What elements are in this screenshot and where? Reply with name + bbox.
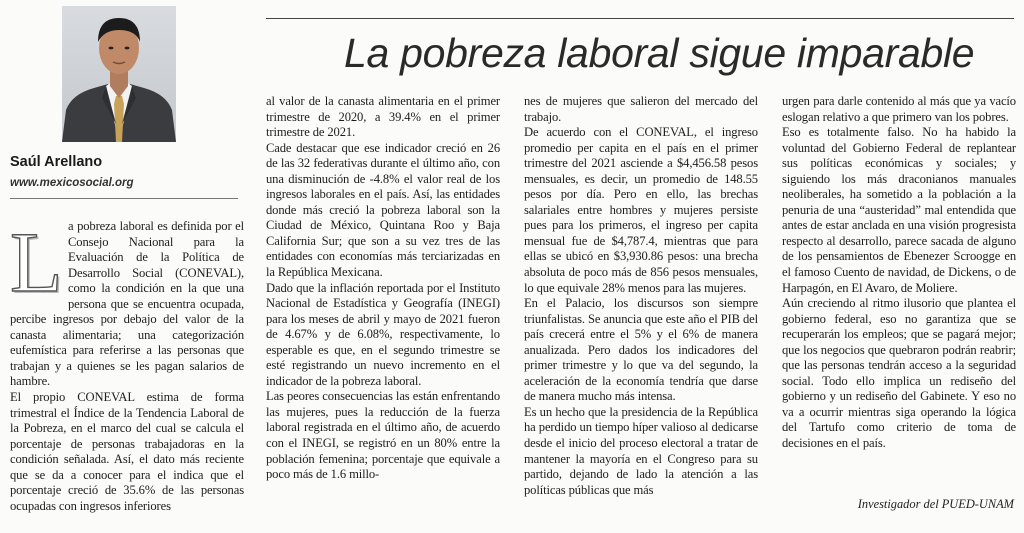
article-paragraph: Aún creciendo al ritmo ilusorio que plantea el gobierno federal, eso no garantiza que se recuperarán los empleos; que se pagará mejor; que los negocios que quebraron podrán reabrir; que las personas tendrán acceso a la seguridad social. Todo ello implica un rediseño del gobierno y un rediseño del Gabinete. Y eso no va a ocurrir mientras siga operando la lógica del Tartufo como criterio de toma de decisiones en el país.	[782, 296, 1016, 451]
article-paragraph: al valor de la canasta alimentaria en el primer trimestre de 2020, a 39.4% en el primer trimestre de 2021.	[266, 94, 500, 140]
article-paragraph: De acuerdo con el CONEVAL, el ingreso promedio per capita en el país en el primer trimestre del 2021 asciende a $4,456.58 pesos mensuales, es decir, un promedio de 148.55 pesos por día. Pero en ello, las brechas salariales entre hombres y mujeres persiste pues para los primeros, el ingreso per capita mensual fue de $4,787.4, mientras que para ellas se ubicó en $3,930.86 pesos: una brecha absoluta de poco más de 856 pesos mensuales, lo que equivale 28% menos para las mujeres.	[524, 125, 758, 295]
article-column-3	[524, 94, 758, 498]
article-paragraph: Cade destacar que ese indicador creció en 26 de las 32 federativas durante el último año, con una disminución de -4.8% el valor real de los ingresos laborales en el país. Así, las entidades donde más creció la pobreza laboral son la Ciudad de México, Quintana Roo y Baja California Sur; que son a su vez tres de las entidades con economías más terciarizadas en la República Mexicana.	[266, 140, 500, 280]
article-paragraph: En el Palacio, los discursos son siempre triunfalistas. Se anuncia que este año el PIB del país crecerá entre el 5% y el 6% de manera anualizada. Pero dados los indicadores del primer trimestre y lo que va del segundo, la aceleración de la economía tendría que darse de manera mucho más intensa.	[524, 296, 758, 404]
article-paragraph: Las peores consecuencias las están enfrentando las mujeres, pues la reducción de la fuerza laboral registrada en el último año, de acuerdo con el INEGI, se registró en un 80% entre la población femenina; porcentaje que equivale a poco más de 1.6 millo-	[266, 389, 500, 482]
author-portrait-icon	[62, 6, 176, 142]
author-signature: Investigador del PUED-UNAM	[857, 497, 1014, 511]
article-column-1	[10, 214, 244, 514]
author-divider	[10, 198, 238, 199]
article-column-4	[782, 94, 1016, 452]
article-paragraph: urgen para darle contenido al más que ya vacío eslogan relativo a que primero van los pobres.	[782, 94, 1016, 124]
article-paragraph: Dado que la inflación reportada por el Instituto Nacional de Estadística y Geografía (INEGI) para los meses de abril y mayo de 2021 fueron de 4.67% y de 6.08%, respectivamente, lo esperable es que, en el segundo trimestre se esté registrando un nuevo incremento en el indicador de la pobreza laboral.	[266, 280, 500, 388]
article-paragraph: La pobreza laboral es definida por el Consejo Nacional para la Evaluación de la Política de Desarrollo Social (CONEVAL), como la condición en la que una persona que se encuentra ocupada, percibe ingresos por debajo del valor de la canasta alimentaria; una categorización eufemística para referirse a las personas que trabajan y a quienes se les pagan salarios de hambre.	[10, 214, 244, 389]
header-rule	[266, 18, 1014, 19]
author-name: Saúl Arellano	[10, 154, 103, 170]
author-website-link[interactable]: www.mexicosocial.org	[10, 177, 134, 189]
article-paragraph: El propio CONEVAL estima de forma trimestral el Índice de la Tendencia Laboral de la Pobreza, en el marco del cual se calcula el porcentaje de personas trabajadoras en la condición señalada. Así, el dato más reciente que se da a conocer para el indica que el porcentaje creció de 35.6% de las personas ocupadas con ingresos inferiores	[10, 390, 244, 513]
article-paragraph: nes de mujeres que salieron del mercado del trabajo.	[524, 94, 758, 124]
drop-cap: L	[10, 214, 63, 310]
article-column-2	[266, 94, 500, 483]
author-photo	[62, 6, 176, 142]
headline: La pobreza laboral sigue imparable	[344, 30, 975, 76]
article-paragraph: Es un hecho que la presidencia de la República ha perdido un tiempo híper valioso al dedicarse desde el inicio del proceso electoral a tratar de mantener la mayoría en el Congreso para su partido, dejando de lado la atención a las políticas públicas que más	[524, 404, 758, 497]
article-paragraph: Eso es totalmente falso. No ha habido la voluntad del Gobierno Federal de replantear sus políticas económicas y sociales; y siguiendo los más draconianos manuales neoliberales, ha sometido a la población a la penuria de una “austeridad” mal entendida que antes de estar anclada en una visión progresista respecto al desarrollo, parece sacada de alguno de los pensamientos de Ebenezer Scroogge en el famoso Cuento de navidad, de Dickens, o de Harpagón, en El Avaro, de Moliere.	[782, 125, 1016, 295]
